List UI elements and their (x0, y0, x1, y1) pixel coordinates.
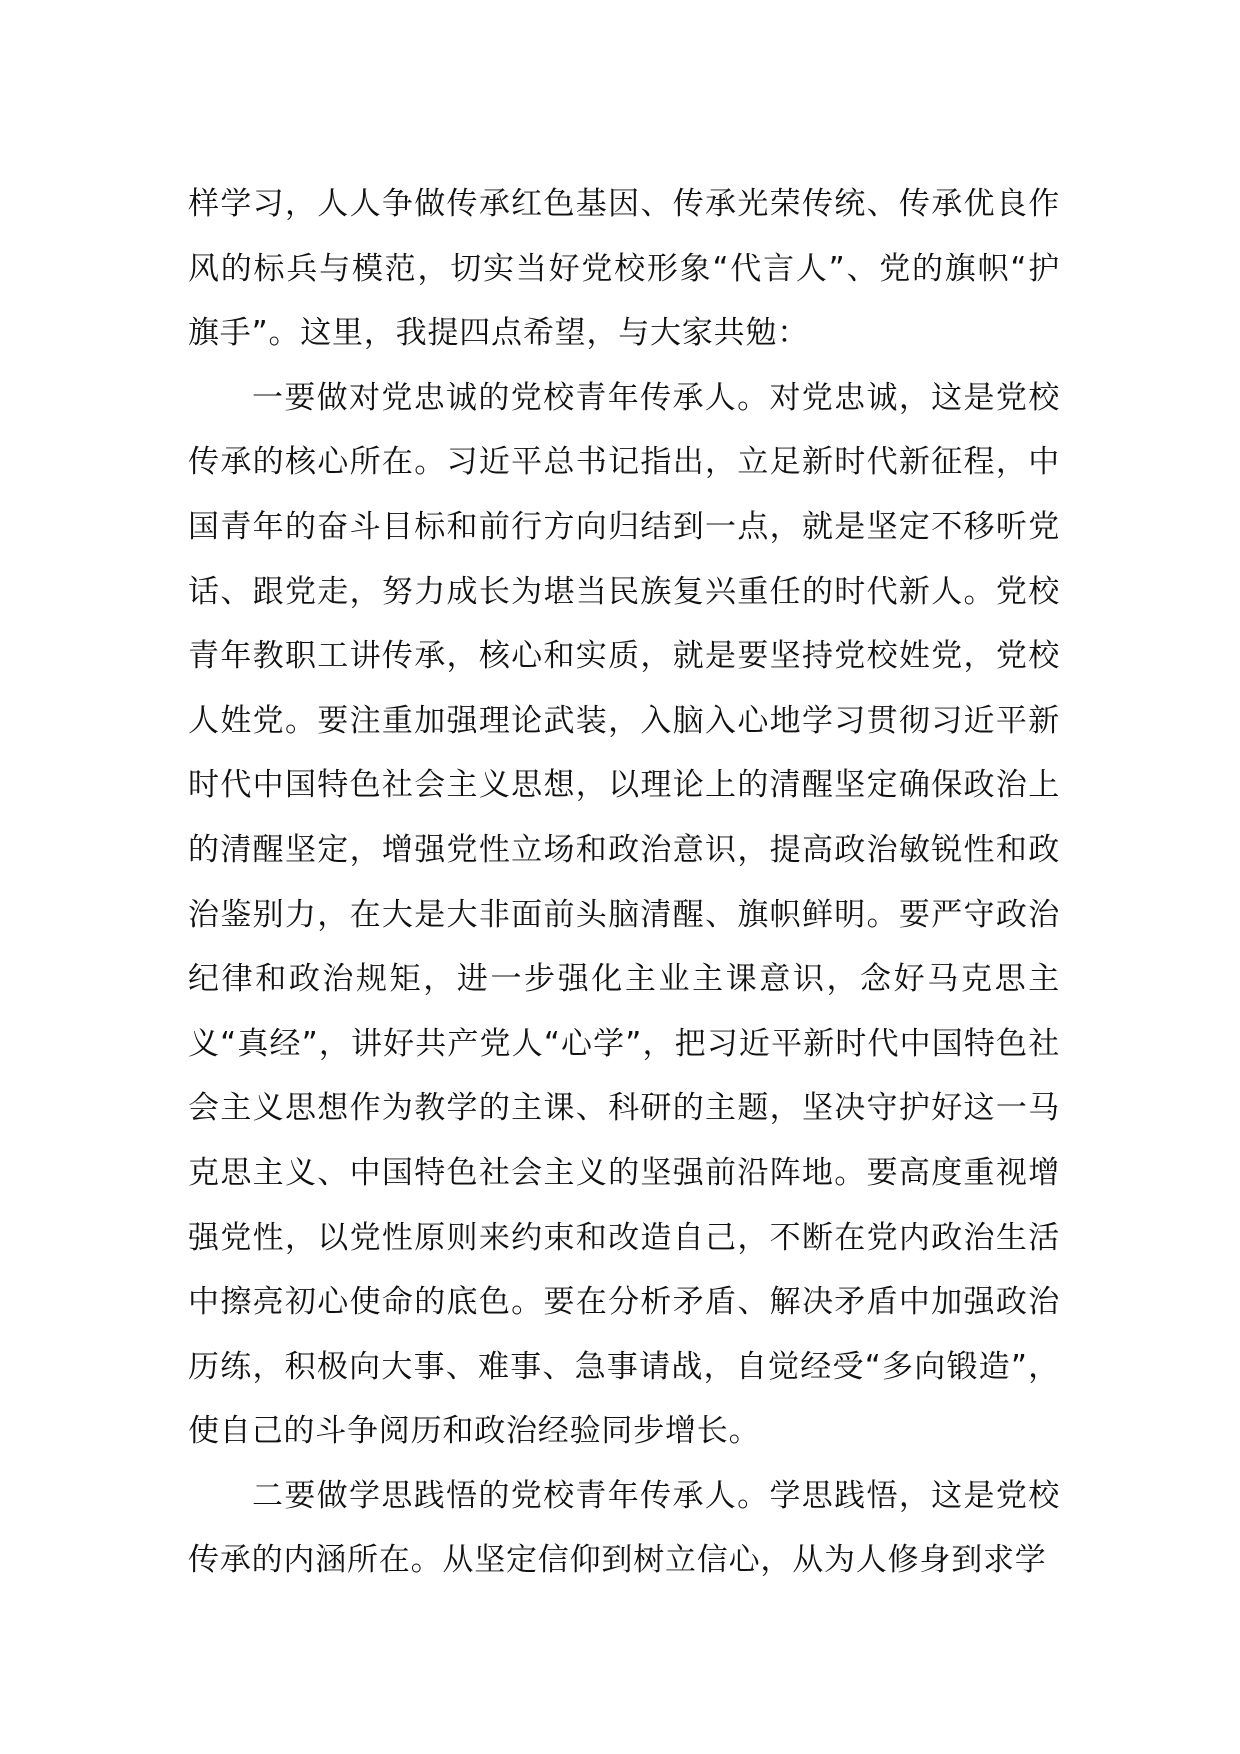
paragraph-continuation: 样学习，人人争做传承红色基因、传承光荣传统、传承优良作风的标兵与模范，切实当好党校形象“代言人”、党的旗帜“护旗手”。这里，我提四点希望，与大家共勉： (188, 186, 1060, 352)
document-body (188, 172, 1060, 1593)
paragraph-loyalty: 一要做对党忠诚的党校青年传承人。对党忠诚，这是党校传承的核心所在。习近平总书记指出，立足新时代新征程，中国青年的奋斗目标和前行方向归结到一点，就是坚定不移听党话、跟党走，努力成长为堪当民族复兴重任的时代新人。党校青年教职工讲传承，核心和实质，就是要坚持党校姓党，党校人姓党。要注重加强理论武装，入脑入心地学习贯彻习近平新时代中国特色社会主义思想，以理论上的清醒坚定确保政治上的清醒坚定，增强党性立场和政治意识，提高政治敏锐性和政治鉴别力，在大是大非面前头脑清醒、旗帜鲜明。要严守政治纪律和政治规矩，进一步强化主业主课意识，念好马克思主义“真经”，讲好共产党人“心学”，把习近平新时代中国特色社会主义思想作为教学的主课、科研的主题，坚决守护好这一马克思主义、中国特色社会主义的坚强前沿阵地。要高度重视增强党性，以党性原则来约束和改造自己，不断在党内政治生活中擦亮初心使命的底色。要在分析矛盾、解决矛盾中加强政治历练，积极向大事、难事、急事请战，自觉经受“多向锻造”，使自己的斗争阅历和政治经验同步增长。 (188, 379, 1060, 1450)
paragraph-learning: 二要做学思践悟的党校青年传承人。学思践悟，这是党校传承的内涵所在。从坚定信仰到树立信心，从为人修身到求学 (188, 1477, 1060, 1579)
